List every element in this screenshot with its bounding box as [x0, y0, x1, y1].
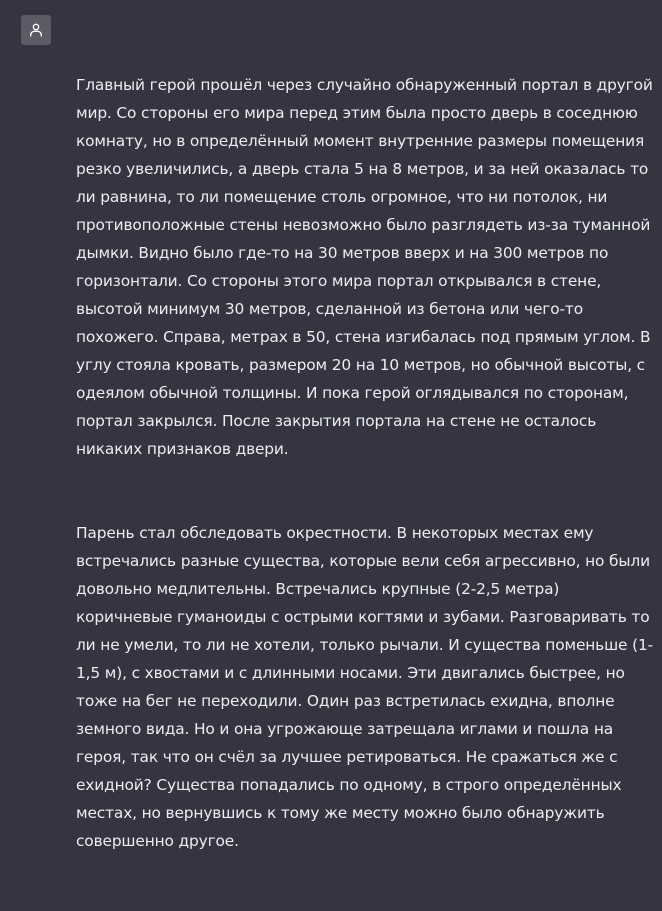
- message-paragraph: Парень стал обследовать окрестности. В некоторых местах ему встречались разные существа, которые вели себя агрессивно, но были довольно медлительны. Встречались крупные (2-2,5 метра) коричневые гуманоиды с острыми когтями и зубами. Разговаривать то ли не умели, то ли не хотели, только рычали. И существа поменьше (1-1,5 м), с хвостами и с длинными носами. Эти двигались быстрее, но тоже на бег не переходили. Один раз встретилась ехидна, вполне земного вида. Но и она угрожающе затрещала иглами и пошла на героя, так что он счёл за лучшее ретироваться. Не сражаться же с ехидной? Существа попадались по одному, в строго определённых местах, но вернувшись к тому же месту можно было обнаружить совершенно другое.: [76, 524, 655, 850]
- message-paragraph: Главный герой прошёл через случайно обнаруженный портал в другой мир. Со стороны его мира перед этим была просто дверь в соседнюю комнату, но в определённый момент внутренние размеры помещения резко увеличились, а дверь стала 5 на 8 метров, и за ней оказалась то ли равнина, то ли помещение столь огромное, что ни потолок, ни противоположные стены невозможно было разглядеть из-за туманной дымки. Видно было где-то на 30 метров вверх и на 300 метров по горизонтали. Со стороны этого мира портал открывался в стене, высотой минимум 30 метров, сделанной из бетона или чего-то похожего. Справа, метрах в 50, стена изгибалась под прямым углом. В углу стояла кровать, размером 20 на 10 метров, но обычной высоты, с одеялом обычной толщины. И пока герой оглядывался по сторонам, портал закрылся. После закрытия портала на стене не осталось никаких признаков двери.: [76, 76, 658, 458]
- user-avatar: [21, 15, 51, 45]
- message-text: [76, 15, 660, 911]
- user-icon: [28, 22, 44, 38]
